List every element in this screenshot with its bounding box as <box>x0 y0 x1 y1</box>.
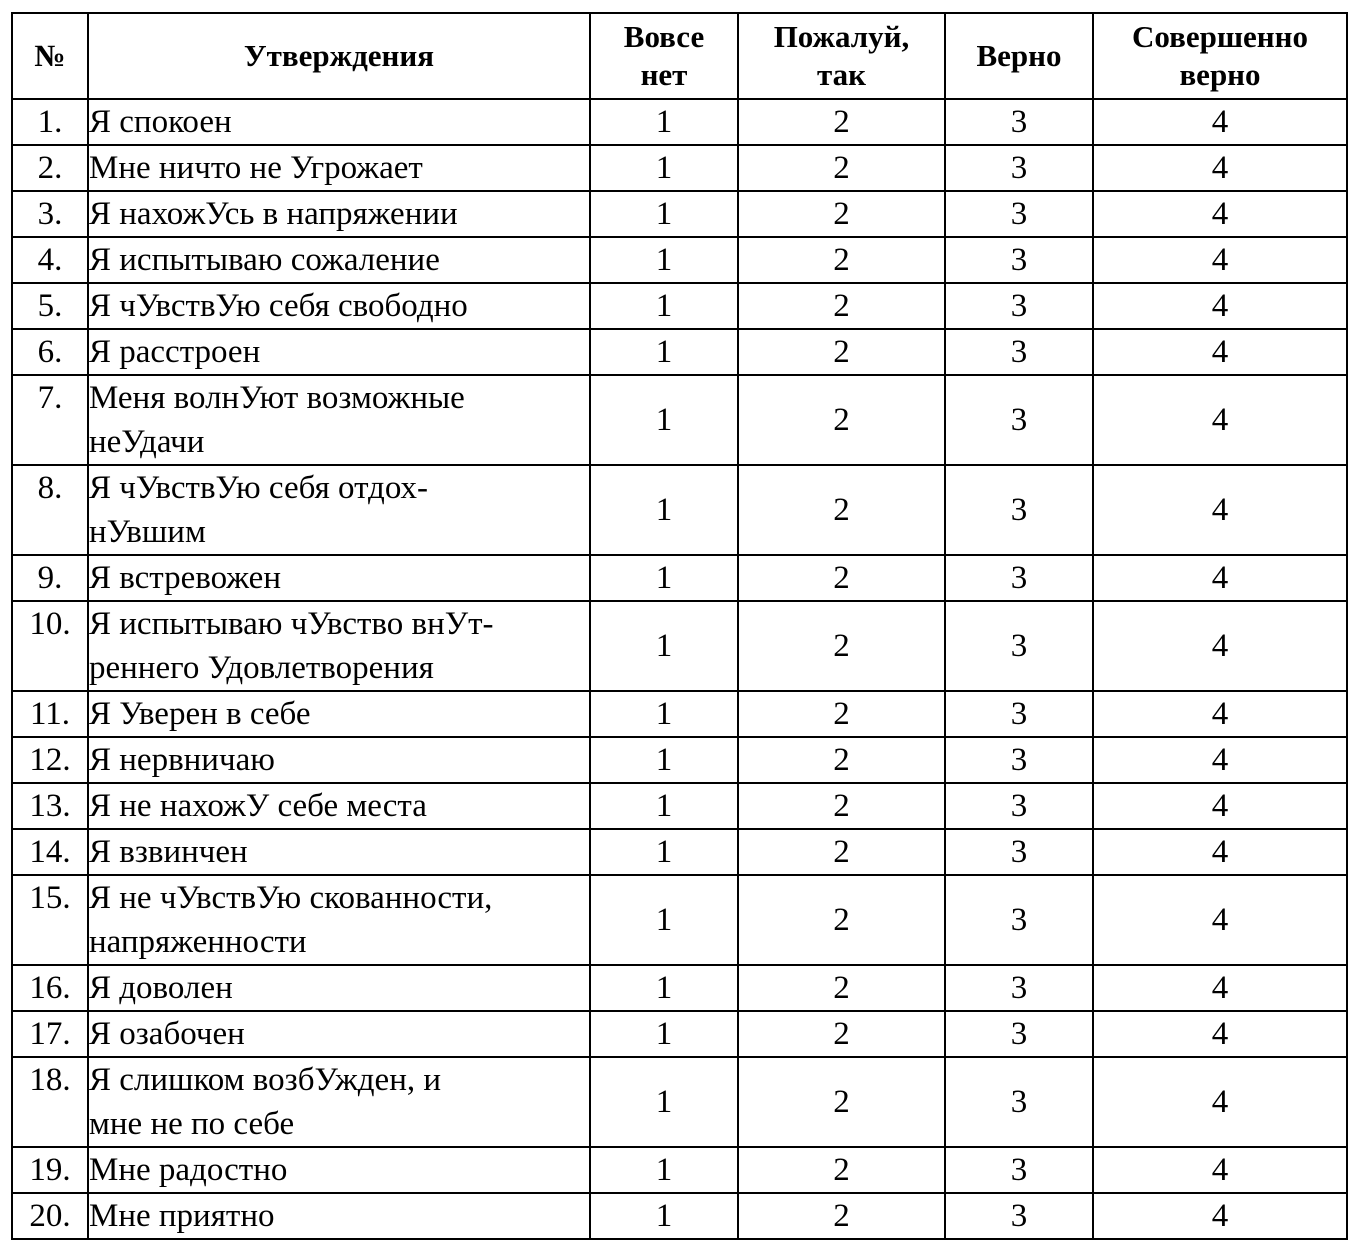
score-true: 3 <box>945 1057 1093 1147</box>
score-probably-so: 2 <box>738 555 945 601</box>
table-row <box>12 237 1347 283</box>
score-true: 3 <box>945 965 1093 1011</box>
score-completely-true: 4 <box>1093 1057 1347 1147</box>
table-row <box>12 1193 1347 1239</box>
score-probably-so: 2 <box>738 99 945 145</box>
score-not-at-all: 1 <box>590 145 738 191</box>
score-true: 3 <box>945 1193 1093 1239</box>
score-true: 3 <box>945 783 1093 829</box>
score-true: 3 <box>945 601 1093 691</box>
score-completely-true: 4 <box>1093 1147 1347 1193</box>
table-row <box>12 329 1347 375</box>
score-true: 3 <box>945 829 1093 875</box>
score-completely-true: 4 <box>1093 829 1347 875</box>
statement-text: Я нахожУсь в напряжении <box>88 191 590 237</box>
score-not-at-all: 1 <box>590 283 738 329</box>
score-true: 3 <box>945 555 1093 601</box>
score-true: 3 <box>945 691 1093 737</box>
table-row <box>12 601 1347 691</box>
table-row <box>12 191 1347 237</box>
row-number: 6. <box>12 329 88 375</box>
table-row <box>12 1147 1347 1193</box>
score-not-at-all: 1 <box>590 829 738 875</box>
score-probably-so: 2 <box>738 191 945 237</box>
score-not-at-all: 1 <box>590 691 738 737</box>
header-not-at-all: Вовсе нет <box>590 13 738 99</box>
statement-text: Я взвинчен <box>88 829 590 875</box>
score-probably-so: 2 <box>738 691 945 737</box>
score-completely-true: 4 <box>1093 465 1347 555</box>
score-probably-so: 2 <box>738 465 945 555</box>
row-number: 14. <box>12 829 88 875</box>
row-number: 18. <box>12 1057 88 1147</box>
score-completely-true: 4 <box>1093 875 1347 965</box>
table-row <box>12 555 1347 601</box>
table-row <box>12 875 1347 965</box>
score-probably-so: 2 <box>738 375 945 465</box>
score-probably-so: 2 <box>738 1147 945 1193</box>
row-number: 11. <box>12 691 88 737</box>
table-row <box>12 145 1347 191</box>
statement-text: Я чУвствУю себя свободно <box>88 283 590 329</box>
table-row <box>12 375 1347 465</box>
row-number: 19. <box>12 1147 88 1193</box>
score-completely-true: 4 <box>1093 191 1347 237</box>
header-completely-true: Совершенно верно <box>1093 13 1347 99</box>
score-probably-so: 2 <box>738 283 945 329</box>
score-completely-true: 4 <box>1093 329 1347 375</box>
score-not-at-all: 1 <box>590 965 738 1011</box>
statement-text: Мне ничто не Угрожает <box>88 145 590 191</box>
score-true: 3 <box>945 1147 1093 1193</box>
score-probably-so: 2 <box>738 1193 945 1239</box>
score-not-at-all: 1 <box>590 783 738 829</box>
row-number: 15. <box>12 875 88 965</box>
row-number: 4. <box>12 237 88 283</box>
score-probably-so: 2 <box>738 1011 945 1057</box>
score-not-at-all: 1 <box>590 237 738 283</box>
table-row <box>12 737 1347 783</box>
score-true: 3 <box>945 99 1093 145</box>
score-probably-so: 2 <box>738 145 945 191</box>
score-probably-so: 2 <box>738 601 945 691</box>
score-not-at-all: 1 <box>590 375 738 465</box>
score-probably-so: 2 <box>738 783 945 829</box>
table-body <box>12 99 1347 1239</box>
score-completely-true: 4 <box>1093 1193 1347 1239</box>
score-completely-true: 4 <box>1093 1011 1347 1057</box>
statement-text: Я не чУвствУю скованности, напряженности <box>88 875 590 965</box>
score-true: 3 <box>945 375 1093 465</box>
statement-text: Я озабочен <box>88 1011 590 1057</box>
statement-text: Я чУвствУю себя отдох- нУвшим <box>88 465 590 555</box>
score-not-at-all: 1 <box>590 1147 738 1193</box>
anxiety-questionnaire-table <box>11 12 1348 1240</box>
score-completely-true: 4 <box>1093 237 1347 283</box>
statement-text: Я расстроен <box>88 329 590 375</box>
score-completely-true: 4 <box>1093 783 1347 829</box>
statement-text: Я спокоен <box>88 99 590 145</box>
header-number: № <box>12 13 88 99</box>
score-completely-true: 4 <box>1093 555 1347 601</box>
score-probably-so: 2 <box>738 237 945 283</box>
statement-text: Меня волнУют возможные неУдачи <box>88 375 590 465</box>
header-true: Верно <box>945 13 1093 99</box>
score-completely-true: 4 <box>1093 965 1347 1011</box>
row-number: 2. <box>12 145 88 191</box>
row-number: 5. <box>12 283 88 329</box>
score-true: 3 <box>945 283 1093 329</box>
row-number: 12. <box>12 737 88 783</box>
score-not-at-all: 1 <box>590 191 738 237</box>
row-number: 17. <box>12 1011 88 1057</box>
statement-text: Мне радостно <box>88 1147 590 1193</box>
score-true: 3 <box>945 875 1093 965</box>
row-number: 1. <box>12 99 88 145</box>
score-completely-true: 4 <box>1093 375 1347 465</box>
statement-text: Я доволен <box>88 965 590 1011</box>
statement-text: Я нервничаю <box>88 737 590 783</box>
score-true: 3 <box>945 237 1093 283</box>
table-row <box>12 1057 1347 1147</box>
score-true: 3 <box>945 191 1093 237</box>
statement-text: Я встревожен <box>88 555 590 601</box>
score-true: 3 <box>945 329 1093 375</box>
table-header-row <box>12 13 1347 99</box>
row-number: 3. <box>12 191 88 237</box>
score-probably-so: 2 <box>738 829 945 875</box>
score-not-at-all: 1 <box>590 1011 738 1057</box>
score-true: 3 <box>945 737 1093 783</box>
score-probably-so: 2 <box>738 329 945 375</box>
score-not-at-all: 1 <box>590 601 738 691</box>
score-probably-so: 2 <box>738 737 945 783</box>
statement-text: Я Уверен в себе <box>88 691 590 737</box>
table-row <box>12 691 1347 737</box>
score-true: 3 <box>945 465 1093 555</box>
score-completely-true: 4 <box>1093 601 1347 691</box>
score-completely-true: 4 <box>1093 737 1347 783</box>
row-number: 16. <box>12 965 88 1011</box>
row-number: 10. <box>12 601 88 691</box>
score-not-at-all: 1 <box>590 737 738 783</box>
row-number: 8. <box>12 465 88 555</box>
score-completely-true: 4 <box>1093 283 1347 329</box>
score-not-at-all: 1 <box>590 1057 738 1147</box>
score-not-at-all: 1 <box>590 99 738 145</box>
score-completely-true: 4 <box>1093 99 1347 145</box>
row-number: 7. <box>12 375 88 465</box>
statement-text: Мне приятно <box>88 1193 590 1239</box>
score-true: 3 <box>945 1011 1093 1057</box>
score-completely-true: 4 <box>1093 145 1347 191</box>
table-row <box>12 829 1347 875</box>
score-completely-true: 4 <box>1093 691 1347 737</box>
statement-text: Я слишком возбУжден, и мне не по себе <box>88 1057 590 1147</box>
table-row <box>12 783 1347 829</box>
header-probably-so: Пожалуй, так <box>738 13 945 99</box>
table-row <box>12 283 1347 329</box>
score-probably-so: 2 <box>738 965 945 1011</box>
statement-text: Я испытываю сожаление <box>88 237 590 283</box>
score-not-at-all: 1 <box>590 465 738 555</box>
row-number: 9. <box>12 555 88 601</box>
score-probably-so: 2 <box>738 875 945 965</box>
table-row <box>12 965 1347 1011</box>
score-probably-so: 2 <box>738 1057 945 1147</box>
row-number: 20. <box>12 1193 88 1239</box>
score-not-at-all: 1 <box>590 555 738 601</box>
header-statements: Утверждения <box>88 13 590 99</box>
row-number: 13. <box>12 783 88 829</box>
table-row <box>12 1011 1347 1057</box>
table-row <box>12 99 1347 145</box>
statement-text: Я не нахожУ себе места <box>88 783 590 829</box>
score-not-at-all: 1 <box>590 329 738 375</box>
score-not-at-all: 1 <box>590 875 738 965</box>
table-row <box>12 465 1347 555</box>
statement-text: Я испытываю чУвство внУт- реннего Удовлетворения <box>88 601 590 691</box>
score-true: 3 <box>945 145 1093 191</box>
score-not-at-all: 1 <box>590 1193 738 1239</box>
